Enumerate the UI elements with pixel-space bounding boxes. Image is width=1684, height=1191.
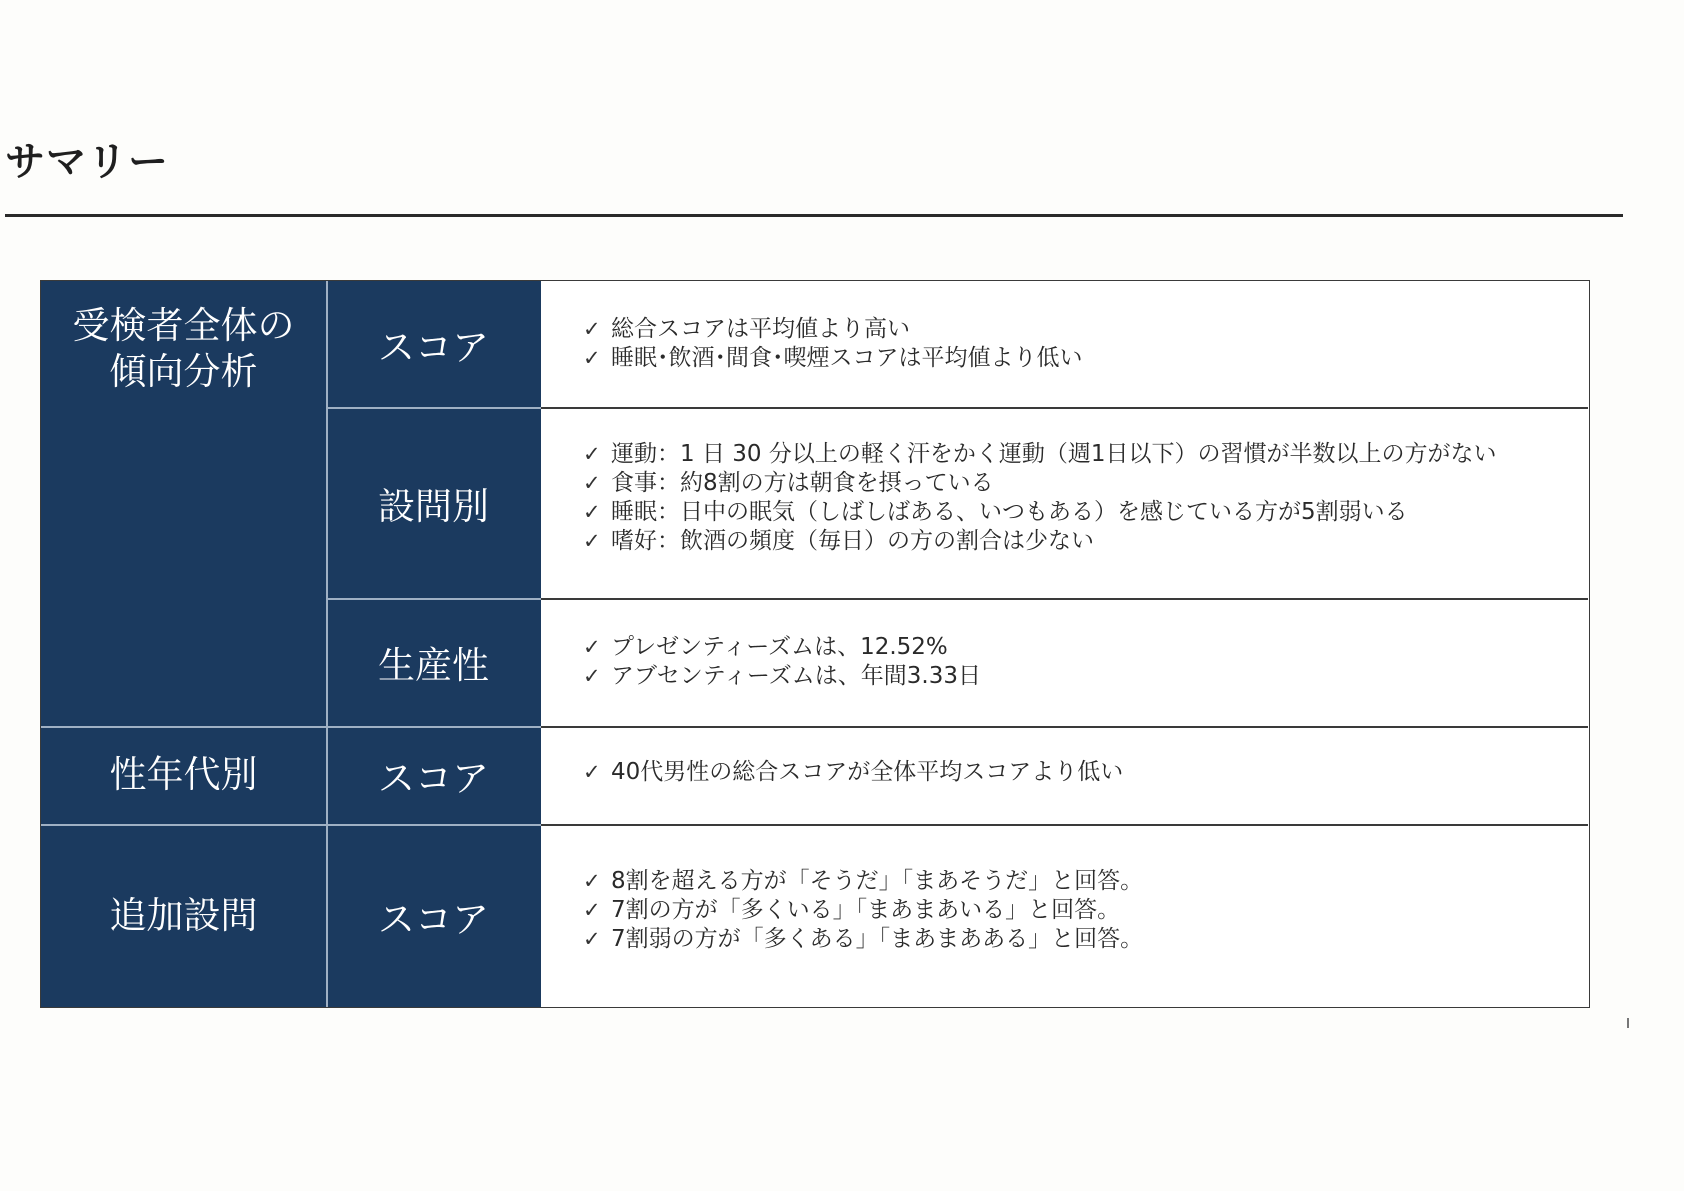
content-cell-by-question — [541, 407, 1561, 598]
list-item: ✓ 8割を超える方が「そうだ」「まあそうだ」と回答。 — [583, 868, 1144, 894]
list-item: ✓ 食事：約8割の方は朝食を摂っている — [583, 469, 994, 496]
list-item: ✓ プレゼンティーズムは、12.52% — [583, 634, 948, 660]
check-icon: ✓ — [583, 441, 601, 466]
column-divider — [326, 281, 328, 1007]
list-item: ✓ 運動：1 日 30 分以上の軽く汗をかく運動（週1日以下）の習慣が半数以上の方がない — [583, 440, 1497, 467]
list-item: ✓ 睡眠･飲酒･間食･喫煙スコアは平均値より低い — [583, 345, 1083, 371]
check-icon: ✓ — [583, 470, 601, 495]
subcategory-score: スコア — [326, 281, 541, 407]
content-cell-overall-score — [541, 281, 1561, 407]
category-gender-age: 性年代別 — [41, 726, 326, 824]
check-icon: ✓ — [583, 664, 601, 688]
summary-table — [40, 280, 1590, 1008]
list-item: ✓ 総合スコアは平均値より高い — [583, 316, 910, 342]
content-cell-gender-age-score — [541, 726, 1561, 824]
check-icon: ✓ — [583, 528, 601, 553]
scan-mark — [1627, 1018, 1629, 1028]
check-icon: ✓ — [583, 898, 601, 922]
category-overall-analysis: 受検者全体の 傾向分析 — [41, 281, 326, 726]
subcategory-score-gender-age: スコア — [326, 726, 541, 824]
check-icon: ✓ — [583, 759, 601, 784]
check-icon: ✓ — [583, 635, 601, 659]
subcategory-by-question: 設問別 — [326, 407, 541, 598]
row-divider — [41, 824, 541, 826]
subcategory-productivity: 生産性 — [326, 598, 541, 726]
category-additional-questions: 追加設問 — [41, 824, 326, 1007]
subcategory-score-additional: スコア — [326, 824, 541, 1007]
page-title: サマリー — [5, 138, 169, 185]
content-cell-productivity — [541, 598, 1561, 726]
row-divider — [326, 598, 541, 600]
list-item: ✓ 40代男性の総合スコアが全体平均スコアより低い — [583, 758, 1124, 785]
check-icon: ✓ — [583, 869, 601, 893]
list-item: ✓ 睡眠：日中の眠気（しばしばある、いつもある）を感じている方が5割弱いる — [583, 498, 1408, 525]
check-icon: ✓ — [583, 927, 601, 951]
title-divider — [5, 214, 1623, 217]
content-cell-additional-score — [541, 824, 1561, 1007]
row-divider — [326, 407, 541, 409]
check-icon: ✓ — [583, 317, 601, 341]
list-item: ✓ 7割弱の方が「多くある」「まあまあある」と回答。 — [583, 926, 1144, 952]
row-divider — [41, 726, 541, 728]
check-icon: ✓ — [583, 346, 601, 370]
list-item: ✓ アブセンティーズムは、年間3.33日 — [583, 663, 981, 689]
list-item: ✓ 7割の方が「多くいる」「まあまあいる」と回答。 — [583, 897, 1121, 923]
check-icon: ✓ — [583, 499, 601, 524]
list-item: ✓ 嗜好：飲酒の頻度（毎日）の方の割合は少ない — [583, 527, 1094, 554]
